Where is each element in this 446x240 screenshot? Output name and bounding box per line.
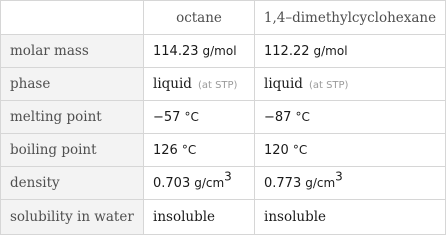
cell-unit: g/cm — [194, 176, 225, 190]
cell-value: liquid — [153, 76, 192, 92]
cell-unit: g/mol — [202, 44, 237, 58]
table-cell — [255, 200, 446, 235]
table-cell — [255, 134, 446, 167]
cell-unit-superscript: 3 — [335, 169, 343, 184]
row-label: phase — [1, 68, 144, 101]
cell-value: 0.773 — [264, 176, 302, 191]
table-row-solubility — [1, 200, 446, 235]
column-header-octane: octane — [144, 1, 255, 35]
cell-note: (at STP) — [197, 80, 238, 91]
cell-value: insoluble — [153, 209, 216, 225]
row-label: molar mass — [1, 35, 144, 68]
row-label: boiling point — [1, 134, 144, 167]
cell-value: −57 — [153, 110, 181, 125]
table-cell — [255, 35, 446, 68]
cell-value: 114.23 — [153, 44, 199, 59]
cell-unit-superscript: 3 — [224, 169, 232, 184]
table-cell — [144, 167, 255, 200]
table-header-row — [1, 1, 446, 35]
cell-unit: g/mol — [313, 44, 348, 58]
cell-unit: g/cm — [305, 176, 336, 190]
table-cell — [255, 101, 446, 134]
table-cell — [144, 35, 255, 68]
table-cell — [255, 167, 446, 200]
table-cell — [144, 68, 255, 101]
cell-unit: °C — [181, 143, 197, 157]
cell-value: 0.703 — [153, 176, 191, 191]
cell-value: insoluble — [264, 209, 327, 225]
table-row-phase — [1, 68, 446, 101]
row-label: melting point — [1, 101, 144, 134]
cell-note: (at STP) — [308, 80, 349, 91]
corner-cell — [1, 1, 144, 35]
table-row-molar-mass — [1, 35, 446, 68]
column-header-dimethylcyclohexane: 1,4–dimethylcyclohexane — [255, 1, 446, 35]
row-label: density — [1, 167, 144, 200]
row-label: solubility in water — [1, 200, 144, 235]
table-cell — [144, 134, 255, 167]
cell-value: −87 — [264, 110, 292, 125]
table-row-boiling-point — [1, 134, 446, 167]
table-row-density — [1, 167, 446, 200]
cell-value: 112.22 — [264, 44, 310, 59]
cell-value: 126 — [153, 143, 178, 158]
cell-unit: °C — [295, 110, 310, 124]
cell-value: liquid — [264, 76, 303, 92]
table-row-melting-point — [1, 101, 446, 134]
cell-value: 120 — [264, 143, 289, 158]
table-cell — [255, 68, 446, 101]
table-cell — [144, 101, 255, 134]
table-cell — [144, 200, 255, 235]
cell-unit: °C — [184, 110, 199, 124]
cell-unit: °C — [292, 143, 308, 157]
